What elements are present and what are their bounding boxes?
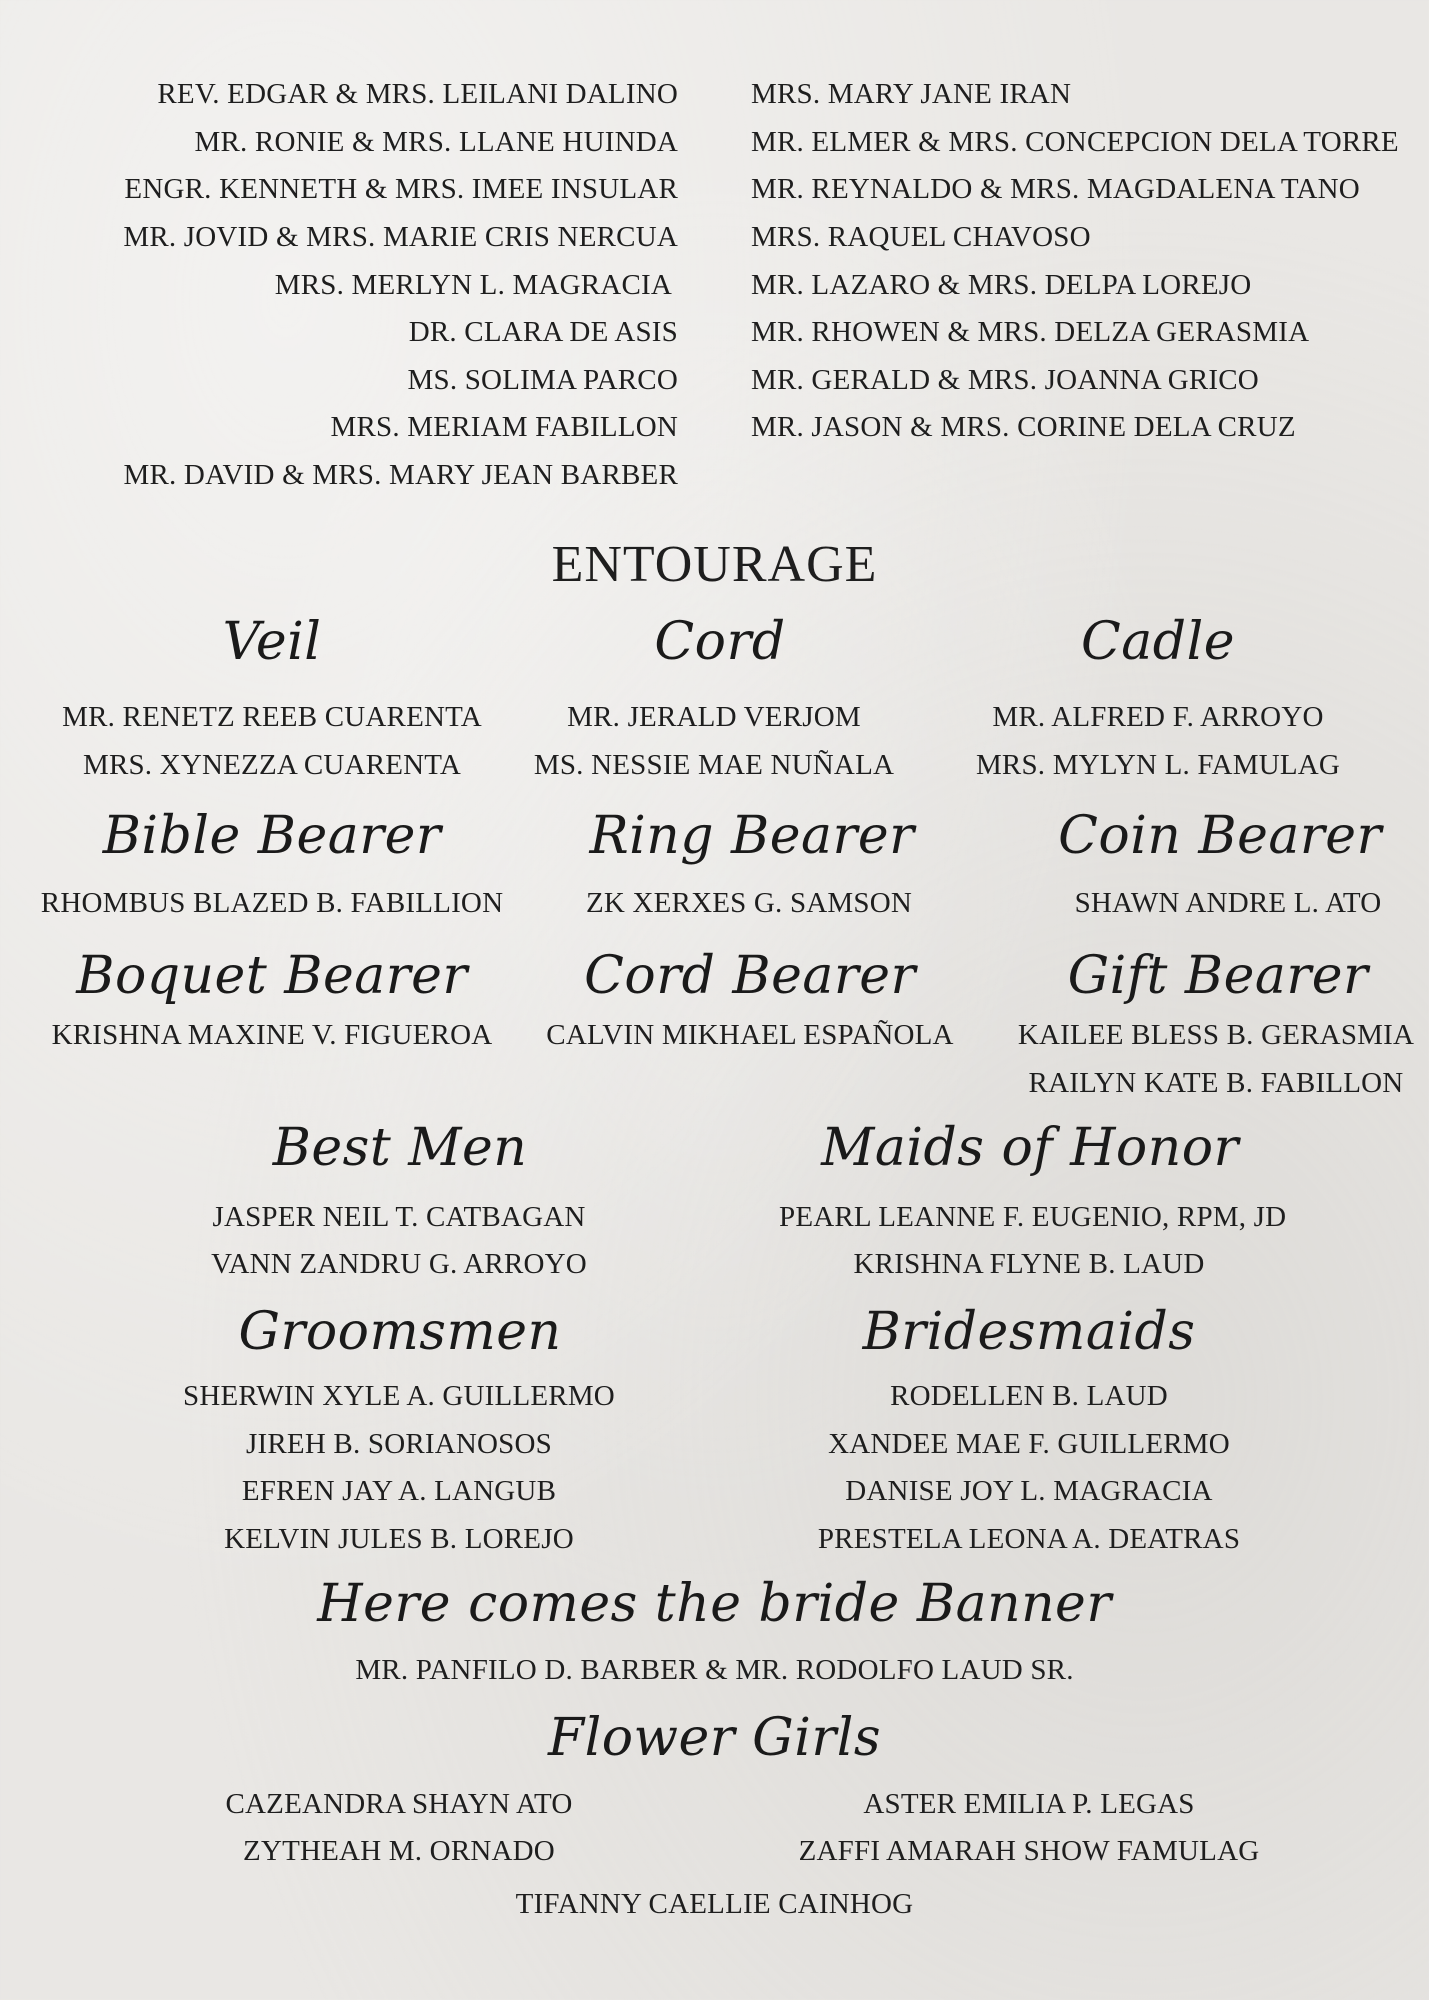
bridesmaids-title: Bridesmaids bbox=[862, 1302, 1196, 1362]
flower-girl-right-1: ASTER EMILIA P. LEGAS bbox=[863, 1788, 1195, 1820]
sponsor-left-2: MR. RONIE & MRS. LLANE HUINDA bbox=[194, 126, 678, 158]
flower-girls-title: Flower Girls bbox=[547, 1708, 882, 1768]
sponsor-left-7: MS. SOLIMA PARCO bbox=[407, 364, 678, 396]
boquet-bearer-name: KRISHNA MAXINE V. FIGUEROA bbox=[51, 1019, 493, 1051]
groomsman-3: EFREN JAY A. LANGUB bbox=[241, 1475, 557, 1507]
gift-bearer-name-2: RAILYN KATE B. FABILLON bbox=[1028, 1067, 1404, 1099]
sponsor-right-5: MR. LAZARO & MRS. DELPA LOREJO bbox=[751, 269, 1252, 301]
maid-of-honor-1: PEARL LEANNE F. EUGENIO, RPM, JD bbox=[779, 1201, 1287, 1233]
boquet-bearer-title: Boquet Bearer bbox=[76, 946, 468, 1006]
bridesmaid-4: PRESTELA LEONA A. DEATRAS bbox=[817, 1523, 1241, 1555]
groomsman-4: KELVIN JULES B. LOREJO bbox=[224, 1523, 574, 1555]
maid-of-honor-2: KRISHNA FLYNE B. LAUD bbox=[853, 1248, 1205, 1280]
cord-bearer-name: CALVIN MIKHAEL ESPAÑOLA bbox=[546, 1019, 954, 1051]
sponsor-right-3: MR. REYNALDO & MRS. MAGDALENA TANO bbox=[751, 173, 1360, 205]
candle-name-2: MRS. MYLYN L. FAMULAG bbox=[975, 749, 1341, 781]
coin-bearer-title: Coin Bearer bbox=[1058, 806, 1382, 866]
banner-title: Here comes the bride Banner bbox=[317, 1574, 1112, 1634]
bible-bearer-title: Bible Bearer bbox=[102, 806, 442, 866]
ring-bearer-name: ZK XERXES G. SAMSON bbox=[585, 887, 913, 919]
veil-name-1: MR. RENETZ REEB CUARENTA bbox=[62, 701, 482, 733]
sponsor-right-6: MR. RHOWEN & MRS. DELZA GERASMIA bbox=[751, 316, 1310, 348]
sponsor-left-5: MRS. MERLYN L. MAGRACIA bbox=[274, 269, 672, 301]
sponsor-right-8: MR. JASON & MRS. CORINE DELA CRUZ bbox=[751, 411, 1296, 443]
entourage-heading: ENTOURAGE bbox=[551, 536, 878, 593]
bible-bearer-name: RHOMBUS BLAZED B. FABILLION bbox=[40, 887, 504, 919]
gift-bearer-title: Gift Bearer bbox=[1067, 946, 1369, 1006]
sponsor-right-2: MR. ELMER & MRS. CONCEPCION DELA TORRE bbox=[751, 126, 1399, 158]
candle-title: Cadle bbox=[1081, 612, 1235, 672]
cord-bearer-title: Cord Bearer bbox=[584, 946, 916, 1006]
sponsor-left-1: REV. EDGAR & MRS. LEILANI DALINO bbox=[157, 78, 678, 110]
coin-bearer-name: SHAWN ANDRE L. ATO bbox=[1074, 887, 1382, 919]
flower-girl-left-1: CAZEANDRA SHAYN ATO bbox=[225, 1788, 573, 1820]
sponsor-left-3: ENGR. KENNETH & MRS. IMEE INSULAR bbox=[124, 173, 678, 205]
best-man-2: VANN ZANDRU G. ARROYO bbox=[211, 1248, 587, 1280]
sponsor-right-1: MRS. MARY JANE IRAN bbox=[751, 78, 1072, 110]
bridesmaid-3: DANISE JOY L. MAGRACIA bbox=[845, 1475, 1213, 1507]
groomsman-2: JIREH B. SORIANOSOS bbox=[246, 1428, 552, 1460]
flower-girl-left-2: ZYTHEAH M. ORNADO bbox=[243, 1835, 555, 1867]
best-man-1: JASPER NEIL T. CATBAGAN bbox=[212, 1201, 586, 1233]
sponsor-right-7: MR. GERALD & MRS. JOANNA GRICO bbox=[751, 364, 1259, 396]
bridesmaid-1: RODELLEN B. LAUD bbox=[890, 1380, 1168, 1412]
sponsor-left-6: DR. CLARA DE ASIS bbox=[408, 316, 678, 348]
maids-of-honor-title: Maids of Honor bbox=[821, 1118, 1239, 1178]
candle-name-1: MR. ALFRED F. ARROYO bbox=[992, 701, 1324, 733]
cord-title: Cord bbox=[654, 612, 786, 672]
flower-girl-right-2: ZAFFI AMARAH SHOW FAMULAG bbox=[798, 1835, 1260, 1867]
cord-name-1: MR. JERALD VERJOM bbox=[567, 701, 861, 733]
bridesmaid-2: XANDEE MAE F. GUILLERMO bbox=[828, 1428, 1230, 1460]
best-men-title: Best Men bbox=[272, 1118, 528, 1178]
cord-name-2: MS. NESSIE MAE NUÑALA bbox=[533, 749, 895, 781]
ring-bearer-title: Ring Bearer bbox=[589, 806, 915, 866]
veil-name-2: MRS. XYNEZZA CUARENTA bbox=[82, 749, 462, 781]
flower-girl-center: TIFANNY CAELLIE CAINHOG bbox=[515, 1888, 914, 1920]
sponsor-left-8: MRS. MERIAM FABILLON bbox=[330, 411, 678, 443]
groomsmen-title: Groomsmen bbox=[238, 1302, 562, 1362]
groomsman-1: SHERWIN XYLE A. GUILLERMO bbox=[183, 1380, 615, 1412]
veil-title: Veil bbox=[222, 612, 322, 672]
sponsor-left-4: MR. JOVID & MRS. MARIE CRIS NERCUA bbox=[123, 221, 678, 253]
sponsor-right-4: MRS. RAQUEL CHAVOSO bbox=[751, 221, 1091, 253]
gift-bearer-name-1: KAILEE BLESS B. GERASMIA bbox=[1017, 1019, 1415, 1051]
banner-name: MR. PANFILO D. BARBER & MR. RODOLFO LAUD SR. bbox=[355, 1654, 1074, 1686]
sponsor-left-9: MR. DAVID & MRS. MARY JEAN BARBER bbox=[123, 459, 678, 491]
